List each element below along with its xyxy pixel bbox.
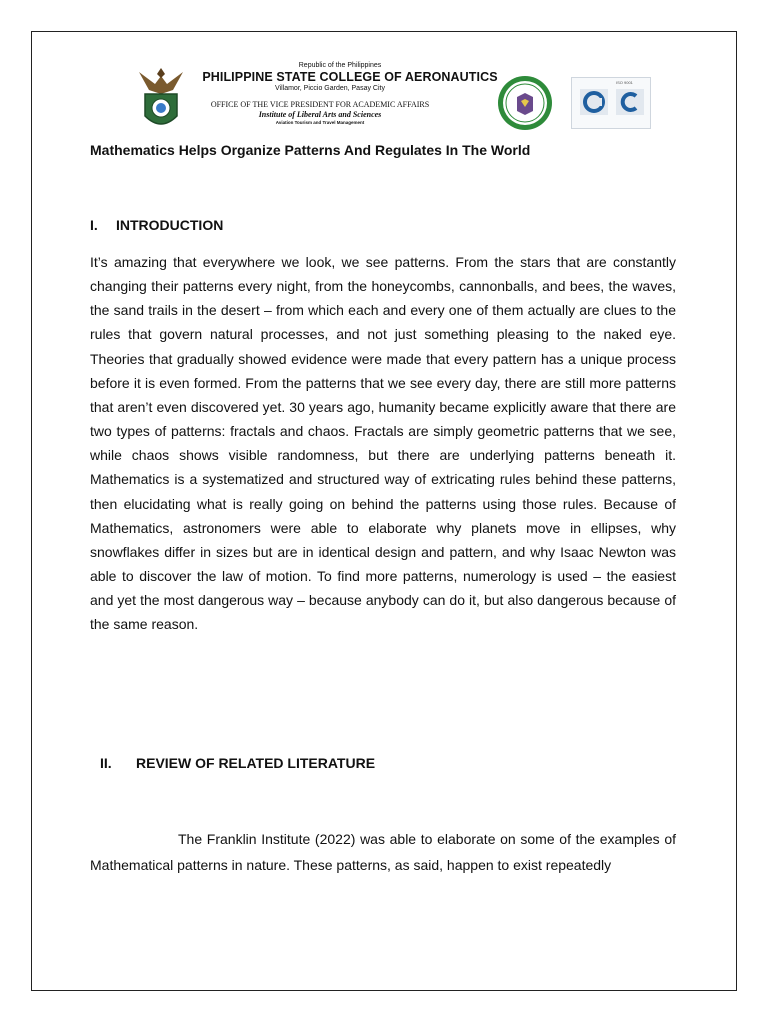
certifier-c-logo-icon [616,89,644,115]
certifier-logo-icon [580,89,608,115]
institute-seal-icon [497,75,553,131]
institute-line: Institute of Liberal Arts and Sciences [258,110,382,119]
office-line: OFFICE OF THE VICE PRESIDENT FOR ACADEMIC AFFAIRS [210,100,430,109]
letterhead [0,0,768,140]
section-heading-text: REVIEW OF RELATED LITERATURE [136,755,376,771]
document-title: Mathematics Helps Organize Patterns And Regulates In The World [90,142,531,158]
iso-label: ISO 9001 [616,80,633,85]
section-heading-text: INTRODUCTION [116,217,224,233]
college-address: Villamor, Piccio Garden, Pasay City [275,85,385,92]
department-line: Aviation Tourism and Travel Management [275,120,365,125]
college-name: PHILIPPINE STATE COLLEGE OF AERONAUTICS [202,70,498,84]
section-number: I. [90,217,98,233]
review-paragraph: The Franklin Institute (2022) was able to elaborate on some of the examples of Mathematical patterns in nature. These patterns, as said, happen to exist repeatedly [90,831,676,873]
section-heading-introduction [90,217,223,233]
section-number: II. [100,755,112,771]
republic-line: Republic of the Philippines [298,62,382,69]
introduction-paragraph: It’s amazing that everywhere we look, we see patterns. From the stars that are constantly changing their patterns every night, from the honeycombs, cannonballs, and bees, the waves, the sand trails in the desert – from which each and every one of them actually are clues to the rules that govern natural processes, and not just something pleasing to the naked eye. Theories that gradually showed evidence were made that every pattern has a unique process before it is even formed. From the patterns that we see every day, there are still more patterns that aren’t even discovered yet. 30 years ago, humanity became explicitly aware that there are two types of patterns: fractals and chaos. Fractals are simply geometric patterns that we see, while chaos shows visible randomness, but there are underlying patterns beneath it. Mathematics is a systematized and structured way of extricating rules behind these patterns, then elucidating what is really going on behind the patterns using those rules. Because of Mathematics, astronomers were able to elaborate why planets move in ellipses, why snowflakes differ in sizes but are in identical design and pattern, and why Isaac Newton was able to discover the law of motion. To find more patterns, numerology is used – the easiest and yet the most dangerous way – because anybody can do it, but also dangerous because of the same reason. [90,254,676,633]
letterhead-text [200,61,500,126]
section-heading-review [100,755,375,771]
iso-certification-badge [571,77,651,129]
